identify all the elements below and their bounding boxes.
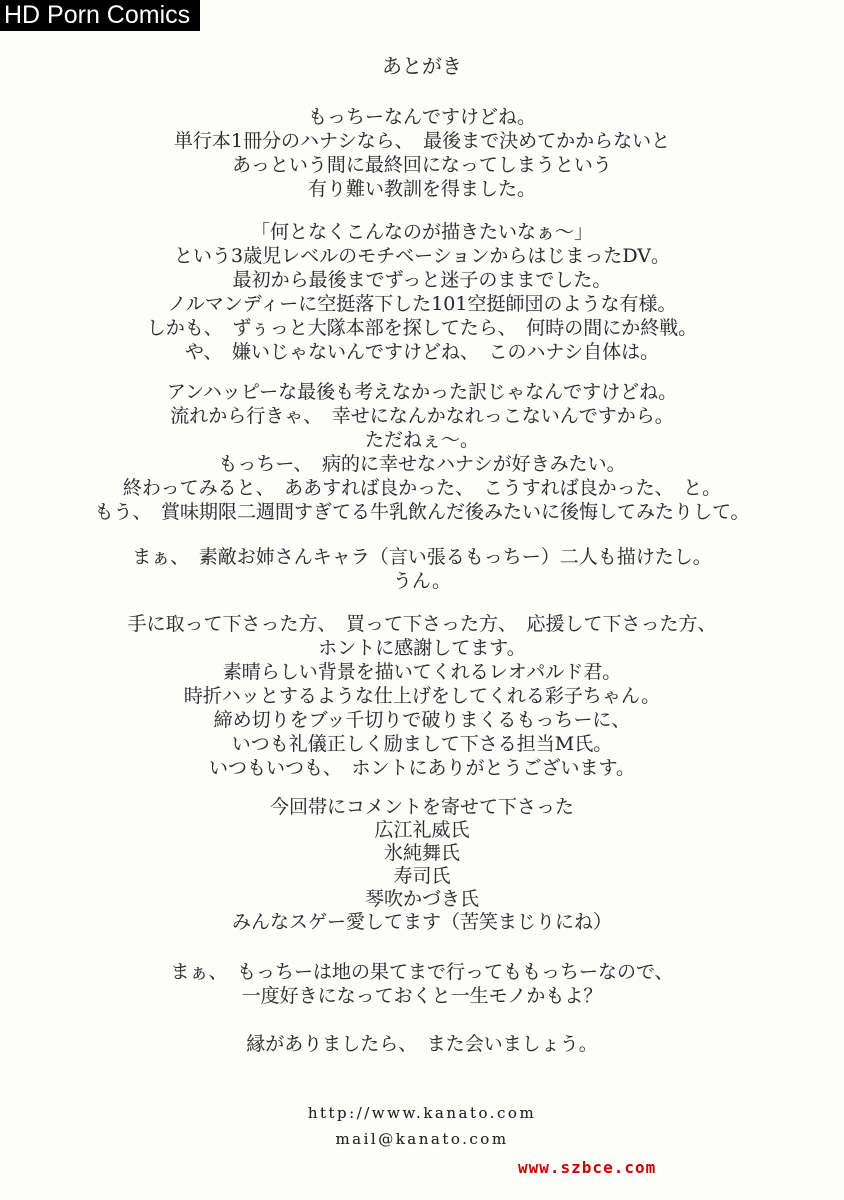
text-line: 「何となくこんなのが描きたいなぁ～」 <box>250 221 593 243</box>
text-line: 最初から最後までずっと迷子のままでした。 <box>232 269 612 291</box>
text-line: 時折ハッとするような仕上げをしてくれる彩子ちゃん。 <box>183 685 661 707</box>
text-line: みんなスゲー愛してます（苦笑まじりにね） <box>231 911 612 933</box>
text-line: 有り難い教訓を得ました。 <box>307 178 536 200</box>
text-line: 流れから行きゃ、 幸せになんかなれっこないんですから。 <box>170 405 674 427</box>
page-title: あとがき <box>382 54 462 78</box>
paragraph-intro <box>0 105 844 201</box>
text-line: や、 嫌いじゃないんですけどね、 このハナシ自体は。 <box>184 341 660 363</box>
paragraph-motchi <box>0 960 844 1008</box>
paragraph-motivation <box>0 220 844 364</box>
website-url: http://www.kanato.com <box>307 1104 537 1122</box>
contact-email: mail@kanato.com <box>335 1130 509 1148</box>
text-line: 縁がありましたら、 また会いましょう。 <box>246 1033 598 1055</box>
text-line: あっという間に最終回になってしまうという <box>232 154 612 176</box>
paragraph-thanks <box>0 612 844 780</box>
watermark-url: www.szbce.com <box>518 1158 657 1177</box>
site-banner[interactable] <box>0 0 200 31</box>
text-line: まぁ、 もっちーは地の果てまで行ってももっちーなので、 <box>170 961 674 983</box>
text-line: もう、 賞味期限二週間すぎてる牛乳飲んだ後みたいに後悔してみたりして。 <box>94 501 750 523</box>
paragraph-ending-thoughts <box>0 380 844 524</box>
text-line: うん。 <box>392 570 452 592</box>
watermark <box>518 1158 656 1177</box>
text-line: という3歳児レベルのモチベーションからはじまったDV。 <box>174 245 670 267</box>
contact-info <box>0 1100 844 1152</box>
text-line: ただねぇ～。 <box>364 429 479 451</box>
text-line: 素晴らしい背景を描いてくれるレオパルド君。 <box>222 661 622 683</box>
text-line: いつもいつも、 ホントにありがとうございます。 <box>209 757 635 779</box>
credit-name: 広江礼威氏 <box>374 819 470 841</box>
text-line: もっちーなんですけどね。 <box>307 106 536 128</box>
paragraph-comment-credits <box>0 796 844 934</box>
text-line: もっちー、 病的に幸せなハナシが好きみたい。 <box>218 453 626 475</box>
text-line: しかも、 ずぅっと大隊本部を探してたら、 何時の間にか終戦。 <box>146 317 698 339</box>
text-line: ホントに感謝してます。 <box>318 637 526 659</box>
credit-name: 氷純舞氏 <box>383 842 460 864</box>
credit-name: 寿司氏 <box>393 865 451 887</box>
text-line: 今回帯にコメントを寄せて下さった <box>269 796 574 818</box>
text-line: 締め切りをブッ千切りで破りまくるもっちーに、 <box>213 709 631 731</box>
text-line: 終わってみると、 ああすれば良かった、 こうすれば良かった、 と。 <box>122 477 722 499</box>
text-line: アンハッピーな最後も考えなかった訳じゃなんですけどね。 <box>166 381 678 403</box>
text-line: まぁ、 素敵お姉さんキャラ（言い張るもっちー）二人も描けたし。 <box>132 546 712 568</box>
credit-name: 琴吹かづき氏 <box>364 888 479 910</box>
text-line: いつも礼儀正しく励まして下さる担当M氏。 <box>231 733 613 755</box>
site-banner-label: HD Porn Comics <box>4 1 191 29</box>
text-line: 手に取って下さった方、 買って下さった方、 応援して下さった方、 <box>127 613 717 635</box>
text-line: 単行本1冊分のハナシなら、 最後まで決めてかからないと <box>173 130 671 152</box>
text-line: ノルマンディーに空挺落下した101空挺師団のような有様。 <box>167 293 677 315</box>
text-line: 一度好きになっておくと一生モノかもよ？ <box>241 985 603 1007</box>
paragraph-characters <box>0 545 844 593</box>
paragraph-farewell <box>0 1032 844 1056</box>
